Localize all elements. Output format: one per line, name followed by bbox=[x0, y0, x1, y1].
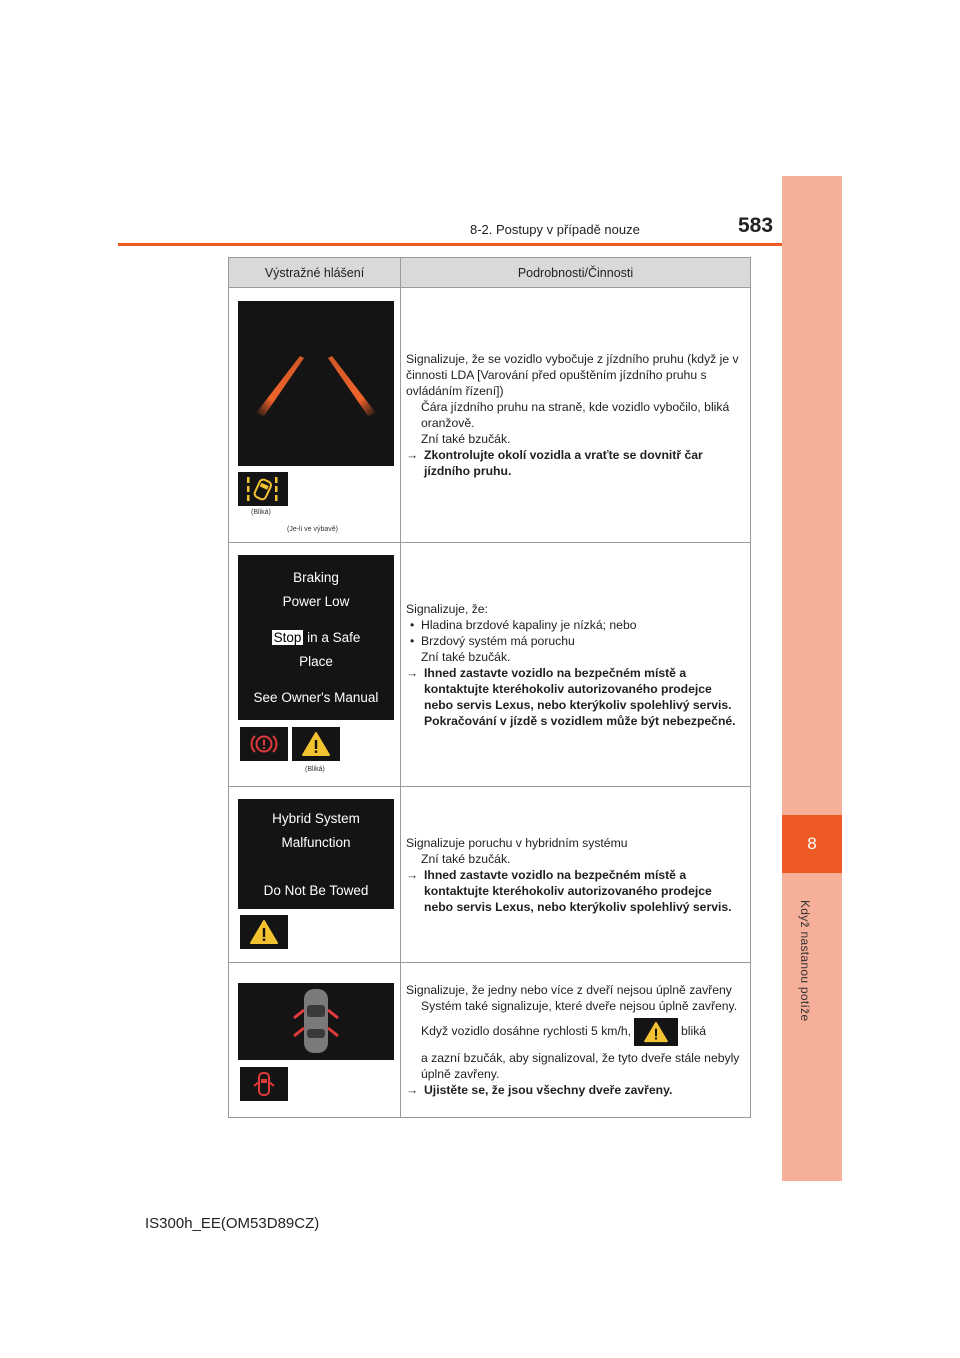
screen-line: Hybrid System bbox=[272, 811, 360, 826]
arrow-icon: → bbox=[406, 665, 419, 680]
table-row bbox=[229, 543, 751, 787]
page-number: 583 bbox=[738, 214, 774, 237]
arrow-icon: → bbox=[406, 867, 419, 882]
details-cell bbox=[401, 787, 751, 963]
lane-departure-screen bbox=[238, 301, 394, 466]
warning-triangle-icon bbox=[301, 731, 331, 757]
detail-text: Zní také bzučák. bbox=[421, 432, 511, 446]
warning-triangle-icon bbox=[643, 1021, 669, 1043]
screen-line: Malfunction bbox=[281, 835, 351, 850]
lda-indicator bbox=[238, 472, 288, 506]
car-top-view-icon bbox=[238, 983, 394, 1060]
warning-triangle-icon bbox=[249, 919, 279, 945]
arrow-icon: → bbox=[406, 1083, 419, 1097]
blink-caption: (Bliká) bbox=[251, 509, 271, 516]
master-warning-indicator bbox=[634, 1018, 678, 1046]
detail-text: Signalizuje, že se vozidlo vybočuje z jízdního pruhu (když je v činnosti LDA [Varování před opuštěním jízdního pruhu s ovládáním řízení]) bbox=[406, 352, 739, 398]
screen-line: See Owner's Manual bbox=[253, 690, 379, 705]
door-open-icon bbox=[251, 1071, 277, 1097]
detail-text: Signalizuje poruchu v hybridním systému bbox=[406, 835, 628, 850]
table-row bbox=[229, 787, 751, 963]
blink-caption: (Bliká) bbox=[305, 766, 325, 773]
hybrid-system-screen bbox=[238, 799, 394, 909]
warning-table bbox=[228, 257, 751, 1118]
action-text: → Ihned zastavte vozidlo na bezpečném místě a kontaktujte kteréhokoliv autorizovaného prodejce nebo servis Lexus, nebo kterýkoliv spolehlivý servis. bbox=[406, 867, 732, 914]
model-code: IS300h_EE(OM53D89CZ) bbox=[145, 1215, 320, 1232]
section-title: 8-2. Postupy v případě nouze bbox=[470, 222, 640, 237]
detail-text: Zní také bzučák. bbox=[421, 649, 511, 664]
screen-line: Braking bbox=[293, 570, 339, 585]
side-band bbox=[782, 176, 842, 1181]
chapter-tab bbox=[782, 815, 842, 873]
lane-lines-icon bbox=[238, 301, 394, 466]
detail-bullet: • Brzdový systém má poruchu bbox=[410, 633, 575, 648]
detail-bullet: • Hladina brzdové kapaliny je nízká; nebo bbox=[410, 617, 637, 632]
details-cell bbox=[401, 963, 751, 1118]
door-open-indicator bbox=[240, 1067, 288, 1101]
door-open-screen bbox=[238, 983, 394, 1060]
brake-warning-icon bbox=[249, 732, 279, 756]
detail-text: Signalizuje, že: bbox=[406, 601, 488, 616]
details-cell bbox=[401, 543, 751, 787]
arrow-icon: → bbox=[406, 448, 419, 462]
brake-warning-indicator bbox=[240, 727, 288, 761]
table-row bbox=[229, 288, 751, 543]
message-image-cell bbox=[229, 543, 401, 787]
detail-text: Když vozidlo dosáhne rychlosti 5 km/h, bliká bbox=[406, 1018, 744, 1046]
detail-text: Systém také signalizuje, které dveře nejsou úplně zavřeny. bbox=[421, 999, 738, 1013]
lda-car-icon bbox=[241, 474, 285, 504]
chapter-number: 8 bbox=[807, 834, 817, 853]
action-text: → Ihned zastavte vozidlo na bezpečném místě a kontaktujte kteréhokoliv autorizovaného prodejce nebo servis Lexus, nebo kterýkoliv spolehlivý servis. Pokračování v jízdě s vozidlem může být nebezpečné. bbox=[406, 665, 736, 728]
action-text: → Zkontrolujte okolí vozidla a vraťte se dovnitř čar jízdního pruhu. bbox=[406, 448, 703, 478]
equipment-caption: (Je-li ve výbavě) bbox=[287, 526, 338, 533]
message-image-cell bbox=[229, 963, 401, 1118]
message-image-cell bbox=[229, 288, 401, 543]
detail-text: Signalizuje, že jedny nebo více z dveří nejsou úplně zavřeny bbox=[406, 983, 732, 997]
details-cell bbox=[401, 288, 751, 543]
screen-line: Place bbox=[299, 654, 333, 669]
message-image-cell bbox=[229, 787, 401, 963]
action-text: → Ujistěte se, že jsou všechny dveře zavřeny. bbox=[406, 1083, 673, 1097]
screen-line: Power Low bbox=[282, 594, 350, 609]
detail-text: Čára jízdního pruhu na straně, kde vozidlo vybočilo, bliká oranžově. bbox=[421, 400, 730, 430]
screen-line: Do Not Be Towed bbox=[263, 883, 369, 898]
header-rule bbox=[118, 243, 782, 246]
stop-highlight: Stop bbox=[273, 630, 302, 645]
master-warning-indicator bbox=[292, 727, 340, 761]
braking-screen bbox=[238, 555, 394, 720]
column-header-details: Podrobnosti/Činnosti bbox=[401, 258, 751, 288]
table-header-row bbox=[229, 258, 751, 288]
detail-text: Zní také bzučák. bbox=[421, 851, 511, 866]
table-row bbox=[229, 963, 751, 1118]
chapter-label: Když nastanou potíže bbox=[798, 900, 812, 1022]
screen-line: Stop in a Safe bbox=[273, 630, 361, 645]
detail-text: a zazní bzučák, aby signalizoval, že tyto dveře stále nebyly úplně zavřeny. bbox=[421, 1051, 740, 1081]
column-header-message: Výstražné hlášení bbox=[229, 258, 401, 288]
master-warning-indicator bbox=[240, 915, 288, 949]
